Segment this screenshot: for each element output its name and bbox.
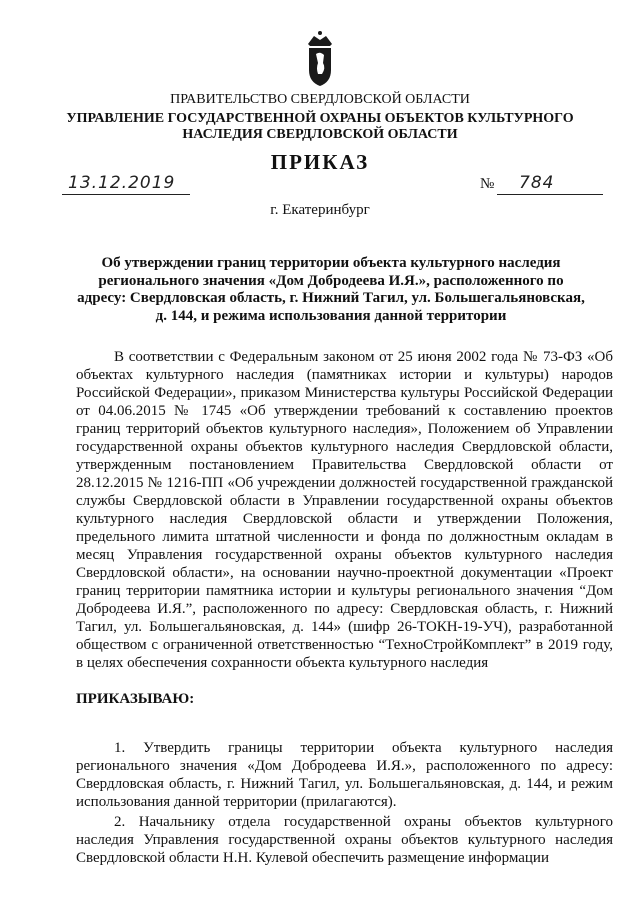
preamble-paragraph: В соответствии с Федеральным законом от 25 июня 2002 года № 73-ФЗ «Об объектах культурного наследия (памятниках истории и культуры) народов Российской Федерации», приказом Министерства культуры Российской Федерации от 04.06.2015 № 1745 «Об утверждении требований к составлению проектов границ территорий объектов культурного наследия», Положением об Управлении государственной охраны объектов культурного наследия Свердловской области, утвержденным постановлением Правительства Свердловской области от 28.12.2015 № 1216-ПП «Об учреждении должностей государственной гражданской службы Свердловской области в Управлении государственной охраны объектов культурного наследия Свердловской области и утверждении Положения, предельного лимита штатной численности и фонда по должностным окладам в месяц Управления государственной охраны объектов культурного наследия Свердловской области», на основании научно-проектной документации «Проект границ территории памятника истории и культуры регионального значения “Дом Добродеева И.Я.”, расположенного по адресу: Свердловская область, г. Нижний Тагил, ул. Большегальяновская, д. 144» (шифр 26-ТОКН-19-УЧ), разработанной обществом с ограниченной ответственностью “ТехноСтройКомплект” в 2019 году, в целях обеспечения сохранности объекта культурного наследия: [76, 349, 613, 671]
order-date: 13.12.2019: [68, 173, 176, 193]
coat-of-arms-emblem: [304, 30, 336, 88]
department-name: УПРАВЛЕНИЕ ГОСУДАРСТВЕННОЙ ОХРАНЫ ОБЪЕКТОВ КУЛЬТУРНОГО НАСЛЕДИЯ СВЕРДЛОВСКОЙ ОБЛАСТИ: [66, 111, 574, 142]
order-subject: Об утверждении границ территории объекта культурного наследия регионального значения «Дом Добродеева И.Я.», расположенного по адресу: Свердловская область, г. Нижний Тагил, ул. Большегальяновская, д. 144, и режима использования данной территории: [77, 255, 585, 324]
number-field: [497, 173, 603, 195]
date-field: [62, 173, 190, 195]
order-items: [76, 739, 613, 869]
order-item: 1. Утвердить границы территории объекта культурного наследия регионального значения «Дом Добродеева И.Я.», расположенного по адресу: Свердловская область, г. Нижний Тагил, ул. Большегальяновская, д. 144, и режим использования данной территории (прилагаются).: [76, 740, 613, 810]
orders-heading: ПРИКАЗЫВАЮ:: [76, 691, 195, 707]
government-name: ПРАВИТЕЛЬСТВО СВЕРДЛОВСКОЙ ОБЛАСТИ: [170, 92, 470, 107]
order-number: 784: [519, 173, 555, 193]
document-type-title: ПРИКАЗ: [270, 150, 370, 174]
number-label: №: [480, 176, 495, 192]
order-item: 2. Начальнику отдела государственной охраны объектов культурного наследия Управления государственной охраны объектов культурного наследия Свердловской области Н.Н. Кулевой обеспечить размещение информации: [76, 814, 613, 866]
city-line: г. Екатеринбург: [270, 202, 370, 218]
